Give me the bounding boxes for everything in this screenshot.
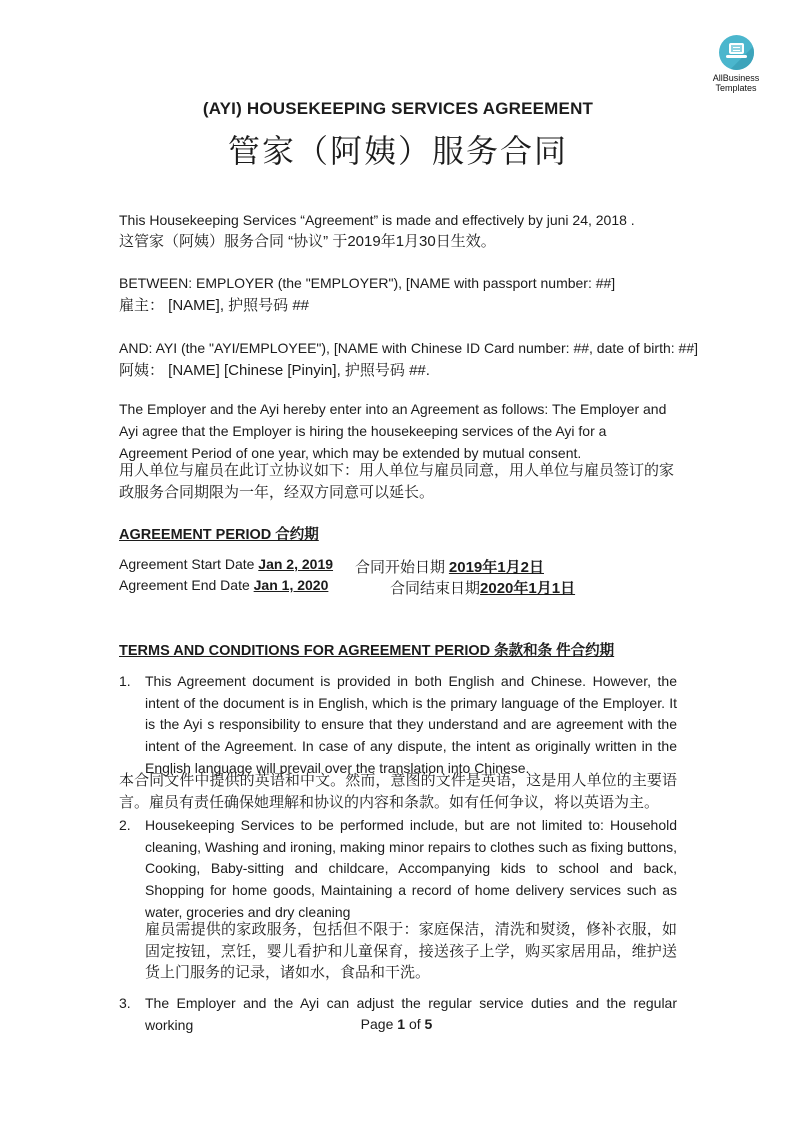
term-item-1 [119, 671, 677, 780]
and-clause-zh: 阿姨： [NAME] [Chinese [Pinyin], 护照号码 ##. [119, 362, 430, 379]
footer-page-number: 1 [397, 1016, 406, 1032]
agreement-start-row [119, 556, 677, 577]
term-item-3-text-en: The Employer and the Ayi can adjust the regular service duties and the regular working [145, 995, 677, 1033]
agreement-period-heading [119, 523, 677, 544]
start-date-value-en: Jan 2, 2019 [258, 556, 334, 572]
intro-paragraph-zh: 这管家（阿姨）服务合同 “协议” 于2019年1月30日生效。 [119, 233, 496, 250]
footer-of-label: of [408, 1016, 421, 1032]
footer-total-pages: 5 [424, 1016, 433, 1032]
recital-paragraph-zh: 用人单位与雇员在此订立协议如下：用人单位与雇员同意，用人单位与雇员签订的家政服务合同期限为一年，经双方同意可以延长。 [119, 462, 675, 501]
brand-name-line1: AllBusiness [712, 73, 760, 83]
between-clause-en: BETWEEN: EMPLOYER (the "EMPLOYER"), [NAME with passport number: ##] [119, 275, 616, 291]
term-item-1-number: 1. [119, 673, 131, 689]
recital-paragraph-en: The Employer and the Ayi hereby enter into an Agreement as follows: The Employer and Ayi agree that the Employer is hiring the housekeeping services of the Ayi for a Agreement Period of one year, which may be extended by mutual consent. [119, 401, 667, 461]
terms-heading [119, 639, 677, 660]
page-footer [0, 1016, 793, 1032]
start-date-label-zh: 合同开始日期 [355, 559, 446, 576]
laptop-icon [719, 35, 754, 70]
end-date-zh-group [390, 577, 575, 598]
and-clause-en: AND: AYI (the "AYI/EMPLOYEE"), [NAME with Chinese ID Card number: ##, date of birth: ##] [119, 340, 698, 356]
laptop-screen-line [733, 50, 740, 51]
agreement-period-heading-text: AGREEMENT PERIOD 合约期 [119, 527, 319, 543]
start-date-value-zh: 2019年1月2日 [448, 559, 544, 576]
term-item-2-text-en: Housekeeping Services to be performed include, but are not limited to: Household cleaning, Washing and ironing, making minor repairs to clothes such as fixing buttons, Cooking, Baby-sitting and childcare, Accompanying kids to school and back, Shopping for home goods, Maintaining a record of home delivery services such as water, groceries and dry cleaning [145, 817, 677, 920]
end-date-label-zh: 合同结束日期 [390, 580, 481, 597]
term-item-2 [119, 815, 677, 924]
footer-page-label: Page [360, 1016, 394, 1032]
document-title-en: (AYI) HOUSEKEEPING SERVICES AGREEMENT [202, 99, 594, 118]
brand-name [704, 73, 768, 93]
start-date-zh-group [355, 556, 544, 577]
term-item-2-text-zh: 雇员需提供的家政服务，包括但不限于：家庭保洁，清洗和熨烫，修补衣服，如固定按钮，烹饪，婴儿看护和儿童保育，接送孩子上学，购买家居用品，维护送货上门服务的记录，诸如水，食品和干洗。 [145, 921, 677, 982]
end-date-value-zh: 2020年1月1日 [480, 580, 576, 597]
end-date-value-en: Jan 1, 2020 [253, 577, 329, 593]
terms-heading-text: TERMS AND CONDITIONS FOR AGREEMENT PERIOD 条款和条 件合约期 [119, 643, 615, 659]
agreement-end-row [119, 577, 677, 598]
term-item-3-number: 3. [119, 995, 131, 1011]
document-title-zh: 管家（阿姨）服务合同 [227, 132, 568, 170]
start-date-label-en: Agreement Start Date [119, 556, 255, 572]
intro-paragraph-en: This Housekeeping Services “Agreement” is made and effectively by juni 24, 2018 . [119, 212, 635, 228]
term-item-1-text-zh: 本合同文件中提供的英语和中文。然而，意图的文件是英语，这是用人单位的主要语言。雇员有责任确保她理解和协议的内容和条款。如有任何争议，将以英语为主。 [119, 772, 677, 811]
laptop-screen-line [733, 47, 740, 48]
brand-name-line2: Templates [715, 83, 757, 93]
term-item-2-number: 2. [119, 817, 131, 833]
term-item-1-text-en: This Agreement document is provided in both English and Chinese. However, the intent of the document is in English, which is the primary language of the Employer. It is the Ayi s responsibility to ensure that they understand and are agreement with the intent of the Agreement. In case of any dispute, the intent as originally written in the English language will prevail over the translation into Chinese. [145, 673, 677, 776]
brand-logo [704, 35, 768, 93]
end-date-label-en: Agreement End Date [119, 577, 250, 593]
laptop-base [726, 55, 747, 58]
between-clause-zh: 雇主： [NAME], 护照号码 ## [119, 297, 310, 314]
